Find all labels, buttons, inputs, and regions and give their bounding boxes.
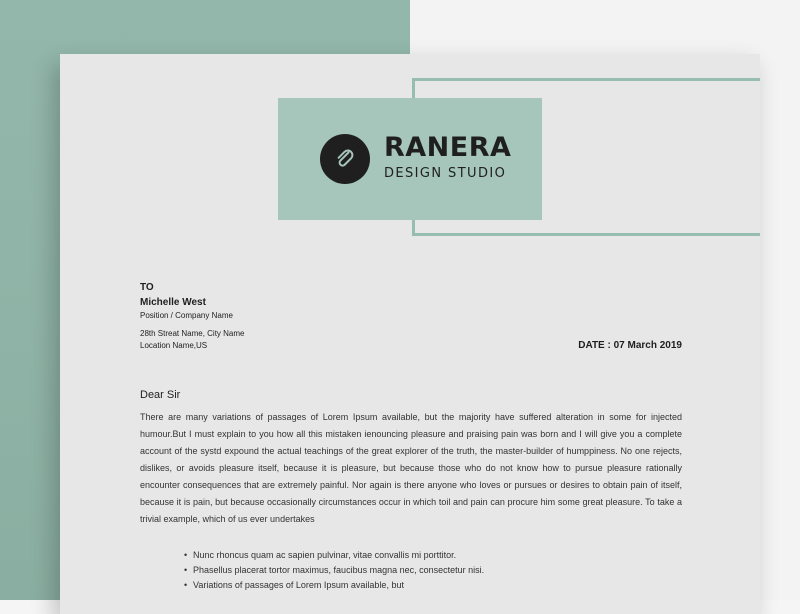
- recipient-name: Michelle West: [140, 297, 206, 308]
- logo-name: RANERA: [384, 132, 512, 163]
- list-item: [184, 563, 484, 578]
- list-item: [184, 548, 484, 563]
- bullet-list: [184, 548, 484, 593]
- list-item: [184, 578, 484, 593]
- letterhead-page: [60, 54, 760, 614]
- logo-block: [278, 98, 542, 220]
- recipient-position: Position / Company Name: [140, 311, 233, 320]
- bullet-text: Variations of passages of Lorem Ipsum available, but: [193, 580, 404, 590]
- recipient-address-line1: 28th Streat Name, City Name: [140, 329, 245, 338]
- salutation: Dear Sir: [140, 389, 181, 401]
- to-label: TO: [140, 282, 154, 293]
- paperclip-icon: [320, 134, 370, 184]
- bullet-icon: •: [184, 565, 188, 575]
- recipient-address-line2: Location Name,US: [140, 341, 208, 350]
- letter-body: There are many variations of passages of Lorem Ipsum available, but the majority have suffered alteration in some for injected humour.But I must explain to you how all this mistaken ienouncing pleasure and praising pain was born and I will give you a complete account of the systd expound the actual teachings of the great explorer of the truth, the master-builder of humppiness. No one rejects, dislikes, or avoids pleasure itself, because it is pleasure, but because those who do not know how to pursue pleasure rationally encounter consequences that are extremely painful. Nor again is there anyone who loves or pursues or desires to obtain pain of itself, because it is pain, but because occasionally circumstances occur in which toil and pain can procure him some great pleasure. To take a trivial example, which of us ever undertakes: [140, 412, 682, 524]
- bullet-icon: •: [184, 550, 188, 560]
- logo-tagline: DESIGN STUDIO: [384, 166, 507, 181]
- bullet-text: Phasellus placerat tortor maximus, faucibus magna nec, consectetur nisi.: [193, 565, 485, 575]
- bullet-text: Nunc rhoncus quam ac sapien pulvinar, vitae convallis mi porttitor.: [193, 550, 457, 560]
- letter-date: DATE : 07 March 2019: [578, 340, 682, 351]
- bullet-icon: •: [184, 580, 188, 590]
